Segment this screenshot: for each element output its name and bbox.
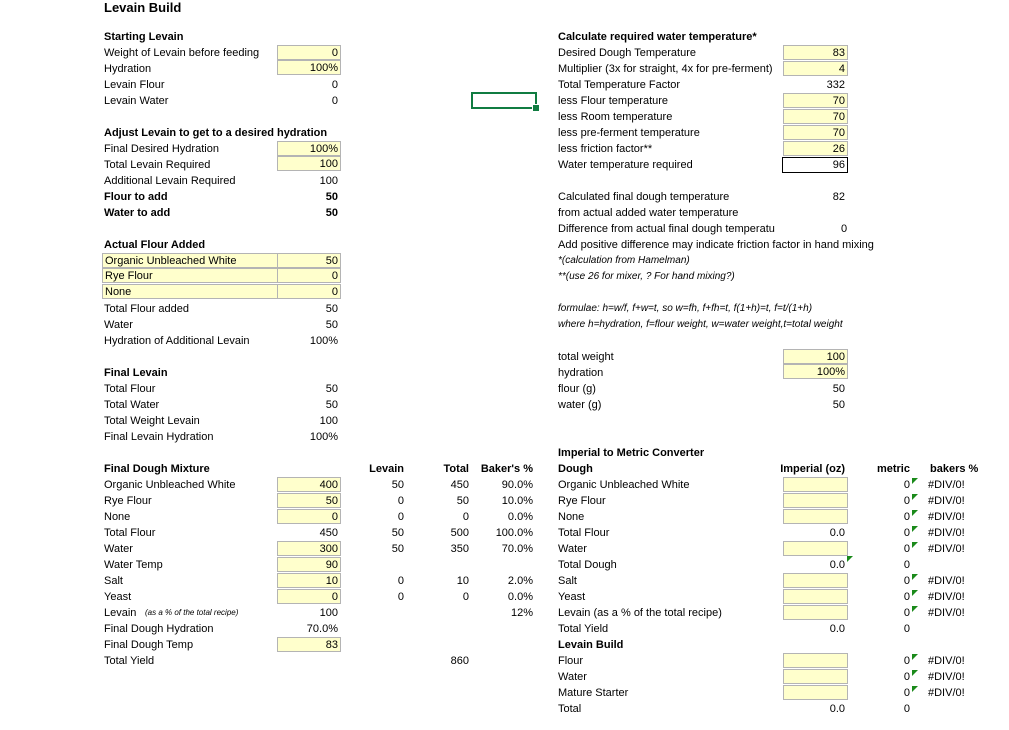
label-water: Water: [104, 319, 133, 331]
col-header-dough: Dough: [558, 463, 593, 475]
converter-row-label: Levain (as a % of the total recipe): [558, 607, 722, 619]
label-from-actual: from actual added water temperature: [558, 207, 739, 219]
water-temp-required: 96: [782, 157, 848, 173]
value-hydration-additional: 100%: [309, 335, 338, 347]
input-flour-name-1[interactable]: Organic Unbleached White: [102, 253, 278, 268]
value-levain-flour: 0: [331, 79, 338, 91]
converter-metric-value: 0: [903, 479, 910, 491]
value-flour-to-add: 50: [325, 191, 338, 203]
input-final-desired-hydration[interactable]: 100%: [277, 141, 341, 156]
dough-row-levain: 50: [391, 543, 404, 555]
comment-marker-icon: [912, 510, 918, 516]
label-flour-to-add: Flour to add: [104, 191, 168, 203]
dough-row-label: None: [104, 511, 131, 523]
dough-row-label: Rye Flour: [104, 495, 152, 507]
dough-row-note: (as a % of the total recipe): [145, 608, 239, 617]
water-temp-input[interactable]: 70: [783, 93, 848, 108]
converter-imperial-value: 0.0: [829, 703, 845, 715]
water-temp-label: Total Temperature Factor: [558, 79, 681, 91]
water-temp-value: 332: [826, 79, 845, 91]
col-header-bakers: Baker's %: [480, 463, 533, 475]
converter-bakers-value: #DIV/0!: [928, 479, 965, 491]
converter-metric-value: 0: [903, 623, 910, 635]
dough-row-total: 0: [462, 591, 469, 603]
dough-row-label: Levain: [104, 607, 137, 619]
col-header-metric: metric: [876, 463, 910, 475]
dough-row-levain: 50: [391, 479, 404, 491]
label-weight-levain: Weight of Levain before feeding: [104, 47, 260, 59]
col-header-total: Total: [443, 463, 469, 475]
dough-row-label: Salt: [104, 575, 123, 587]
converter-bakers-value: #DIV/0!: [928, 511, 965, 523]
converter-metric-value: 0: [903, 671, 910, 683]
dough-row-total: 450: [450, 479, 469, 491]
converter-bakers-value: #DIV/0!: [928, 527, 965, 539]
converter-metric-value: 0: [903, 591, 910, 603]
dough-row-total: 500: [450, 527, 469, 539]
value-water-to-add: 50: [325, 207, 338, 219]
value-final-levain-hydration: 100%: [309, 431, 338, 443]
section-heading-converter: Imperial to Metric Converter: [558, 447, 705, 459]
comment-marker-icon: [912, 590, 918, 596]
dough-row-label: Yeast: [104, 591, 132, 603]
dough-row-input[interactable]: 0: [277, 589, 341, 604]
label-total-flour-added: Total Flour added: [104, 303, 189, 315]
formula-line-1: formulae: h=w/f, f+w=t, so w=fh, f+fh=t, f(1+h)=t, f=t/(1+h): [558, 303, 813, 314]
dough-row-bakers: 2.0%: [507, 575, 533, 587]
converter-row-label: Water: [558, 543, 587, 555]
converter-bakers-value: #DIV/0!: [928, 543, 965, 555]
section-heading-final-dough: Final Dough Mixture: [104, 463, 210, 475]
dough-row-input[interactable]: 83: [277, 637, 341, 652]
value-levain-water: 0: [331, 95, 338, 107]
dough-row-label: Water: [104, 543, 133, 555]
section-heading-starting-levain: Starting Levain: [104, 31, 184, 43]
dough-row-levain: 0: [397, 511, 404, 523]
dough-row-bakers: 10.0%: [501, 495, 533, 507]
converter-metric-value: 0: [903, 511, 910, 523]
dough-row-label: Total Yield: [104, 655, 155, 667]
value-flour-g: 50: [832, 383, 845, 395]
converter-imperial-value: 0.0: [829, 527, 845, 539]
dough-row-bakers: 0.0%: [507, 591, 533, 603]
converter-imperial-input[interactable]: [783, 541, 848, 556]
comment-marker-icon: [912, 670, 918, 676]
label-final-total-flour: Total Flour: [104, 383, 156, 395]
water-temp-label: Multiplier (3x for straight, 4x for pre-ferment): [558, 63, 773, 75]
comment-marker-icon: [847, 556, 853, 562]
dough-row-total: 0: [462, 511, 469, 523]
converter-metric-value: 0: [903, 527, 910, 539]
dough-row-label: Final Dough Temp: [104, 639, 194, 651]
section-heading-levain-build: Levain Build: [558, 639, 624, 651]
value-additional-levain: 100: [319, 175, 338, 187]
col-header-imperial: Imperial (oz): [780, 463, 845, 475]
label-final-desired-hydration: Final Desired Hydration: [104, 143, 219, 155]
converter-row-label: Organic Unbleached White: [558, 479, 690, 491]
converter-imperial-input[interactable]: [783, 589, 848, 604]
dough-row-total: 10: [456, 575, 469, 587]
label-water-g: water (g): [558, 399, 602, 411]
converter-row-label: Total Yield: [558, 623, 609, 635]
water-temp-input[interactable]: 70: [783, 109, 848, 124]
converter-bakers-value: #DIV/0!: [928, 671, 965, 683]
converter-row-label: Rye Flour: [558, 495, 606, 507]
converter-metric-value: 0: [903, 703, 910, 715]
converter-bakers-value: #DIV/0!: [928, 687, 965, 699]
dough-row-bakers: 100.0%: [495, 527, 533, 539]
converter-row-label: Salt: [558, 575, 577, 587]
value-final-total-water: 50: [325, 399, 338, 411]
dough-row-levain: 0: [397, 495, 404, 507]
input-flour-amount-3[interactable]: 0: [277, 284, 341, 299]
water-temp-input[interactable]: 83: [783, 45, 848, 60]
comment-marker-icon: [912, 478, 918, 484]
input-weight-levain[interactable]: 0: [277, 45, 341, 60]
note-hamelman: *(calculation from Hamelman): [558, 255, 690, 266]
input-flour-name-2[interactable]: Rye Flour: [102, 268, 278, 283]
converter-imperial-input[interactable]: [783, 493, 848, 508]
dough-row-bakers: 12%: [510, 607, 533, 619]
water-temp-label: less Flour temperature: [558, 95, 669, 107]
converter-imperial-input[interactable]: [783, 653, 848, 668]
label-final-total-water: Total Water: [104, 399, 160, 411]
dough-row-label: Final Dough Hydration: [104, 623, 214, 635]
converter-imperial-input[interactable]: [783, 509, 848, 524]
input-hydration-calc[interactable]: 100%: [783, 364, 848, 379]
dough-row-levain: 0: [397, 591, 404, 603]
converter-bakers-value: #DIV/0!: [928, 591, 965, 603]
converter-bakers-value: #DIV/0!: [928, 655, 965, 667]
dough-row-input[interactable]: 50: [277, 493, 341, 508]
converter-row-label: Total Flour: [558, 527, 610, 539]
dough-row-value: 70.0%: [306, 623, 338, 635]
sheet-title: Levain Build: [104, 0, 182, 15]
converter-metric-value: 0: [903, 655, 910, 667]
converter-metric-value: 0: [903, 543, 910, 555]
label-difference: Difference from actual final dough temperatu: [558, 223, 775, 235]
input-flour-amount-2[interactable]: 0: [277, 268, 341, 283]
value-total-weight-levain: 100: [319, 415, 338, 427]
converter-row-label: Yeast: [558, 591, 586, 603]
water-temp-label: Water temperature required: [558, 159, 693, 171]
dough-row-total: 50: [456, 495, 469, 507]
value-total-flour-added: 50: [325, 303, 338, 315]
dough-row-input[interactable]: 400: [277, 477, 341, 492]
water-temp-label: less friction factor**: [558, 143, 653, 155]
water-temp-label: less pre-ferment temperature: [558, 127, 700, 139]
comment-marker-icon: [912, 574, 918, 580]
water-temp-input[interactable]: 4: [783, 61, 848, 76]
col-header-levain: Levain: [369, 463, 404, 475]
converter-bakers-value: #DIV/0!: [928, 495, 965, 507]
comment-marker-icon: [912, 606, 918, 612]
label-calc-final-temp: Calculated final dough temperature: [558, 191, 730, 203]
label-water-to-add: Water to add: [104, 207, 171, 219]
comment-marker-icon: [912, 526, 918, 532]
converter-metric-value: 0: [903, 495, 910, 507]
converter-imperial-input[interactable]: [783, 605, 848, 620]
comment-marker-icon: [912, 686, 918, 692]
section-heading-final-levain: Final Levain: [104, 367, 168, 379]
converter-imperial-input[interactable]: [783, 573, 848, 588]
dough-row-levain: 0: [397, 575, 404, 587]
selected-cell[interactable]: [471, 92, 537, 109]
converter-imperial-input[interactable]: [783, 685, 848, 700]
dough-row-value: 450: [319, 527, 338, 539]
water-temp-input[interactable]: 70: [783, 125, 848, 140]
input-total-levain-required[interactable]: 100: [277, 156, 341, 171]
dough-row-total: 860: [450, 655, 469, 667]
input-total-weight[interactable]: 100: [783, 349, 848, 364]
dough-row-input[interactable]: 300: [277, 541, 341, 556]
converter-imperial-input[interactable]: [783, 477, 848, 492]
label-total-weight-levain: Total Weight Levain: [104, 415, 200, 427]
converter-bakers-value: #DIV/0!: [928, 607, 965, 619]
value-water-g: 50: [832, 399, 845, 411]
converter-row-label: Total Dough: [558, 559, 617, 571]
label-hydration: Hydration: [104, 63, 152, 75]
value-final-total-flour: 50: [325, 383, 338, 395]
water-temp-input[interactable]: 26: [783, 141, 848, 156]
converter-metric-value: 0: [903, 575, 910, 587]
dough-row-input[interactable]: 90: [277, 557, 341, 572]
dough-row-input[interactable]: 0: [277, 509, 341, 524]
dough-row-bakers: 70.0%: [501, 543, 533, 555]
label-hydration-calc: hydration: [558, 367, 604, 379]
comment-marker-icon: [912, 542, 918, 548]
converter-imperial-input[interactable]: [783, 669, 848, 684]
label-hydration-additional: Hydration of Additional Levain: [104, 335, 250, 347]
dough-row-levain: 50: [391, 527, 404, 539]
section-heading-actual-flour: Actual Flour Added: [104, 239, 206, 251]
note-friction: **(use 26 for mixer, ? For hand mixing?): [558, 271, 735, 282]
dough-row-total: 350: [450, 543, 469, 555]
converter-imperial-value: 0.0: [829, 623, 845, 635]
dough-row-label: Organic Unbleached White: [104, 479, 236, 491]
dough-row-bakers: 0.0%: [507, 511, 533, 523]
converter-metric-value: 0: [903, 607, 910, 619]
label-add-note: Add positive difference may indicate friction factor in hand mixing: [558, 239, 874, 251]
converter-metric-value: 0: [903, 559, 910, 571]
converter-row-label: None: [558, 511, 585, 523]
label-levain-flour: Levain Flour: [104, 79, 165, 91]
input-flour-name-3[interactable]: None: [102, 284, 278, 299]
formula-line-2: where h=hydration, f=flour weight, w=water weight,t=total weight: [558, 319, 843, 330]
label-final-levain-hydration: Final Levain Hydration: [104, 431, 214, 443]
converter-bakers-value: #DIV/0!: [928, 575, 965, 587]
converter-row-label: Water: [558, 671, 587, 683]
converter-metric-value: 0: [903, 687, 910, 699]
comment-marker-icon: [912, 494, 918, 500]
label-flour-g: flour (g): [558, 383, 596, 395]
converter-row-label: Mature Starter: [558, 687, 629, 699]
input-hydration[interactable]: 100%: [277, 60, 341, 75]
section-heading-adjust-levain: Adjust Levain to get to a desired hydration: [104, 127, 328, 139]
converter-imperial-value: 0.0: [829, 559, 845, 571]
label-levain-water: Levain Water: [104, 95, 169, 107]
dough-row-label: Total Flour: [104, 527, 156, 539]
water-temp-label: less Room temperature: [558, 111, 673, 123]
converter-row-label: Total: [558, 703, 582, 715]
dough-row-input[interactable]: 10: [277, 573, 341, 588]
value-difference: 0: [841, 223, 848, 235]
value-water: 50: [325, 319, 338, 331]
dough-row-label: Water Temp: [104, 559, 163, 571]
col-header-bakers-pct: bakers %: [930, 463, 979, 475]
section-heading-water-temp: Calculate required water temperature*: [558, 31, 757, 43]
value-calc-final-temp: 82: [832, 191, 845, 203]
label-total-levain-required: Total Levain Required: [104, 159, 211, 171]
converter-row-label: Flour: [558, 655, 584, 667]
water-temp-label: Desired Dough Temperature: [558, 47, 696, 59]
input-flour-amount-1[interactable]: 50: [277, 253, 341, 268]
label-total-weight: total weight: [558, 351, 614, 363]
dough-row-bakers: 90.0%: [501, 479, 533, 491]
label-additional-levain: Additional Levain Required: [104, 175, 236, 187]
comment-marker-icon: [912, 654, 918, 660]
dough-row-value: 100: [319, 607, 338, 619]
